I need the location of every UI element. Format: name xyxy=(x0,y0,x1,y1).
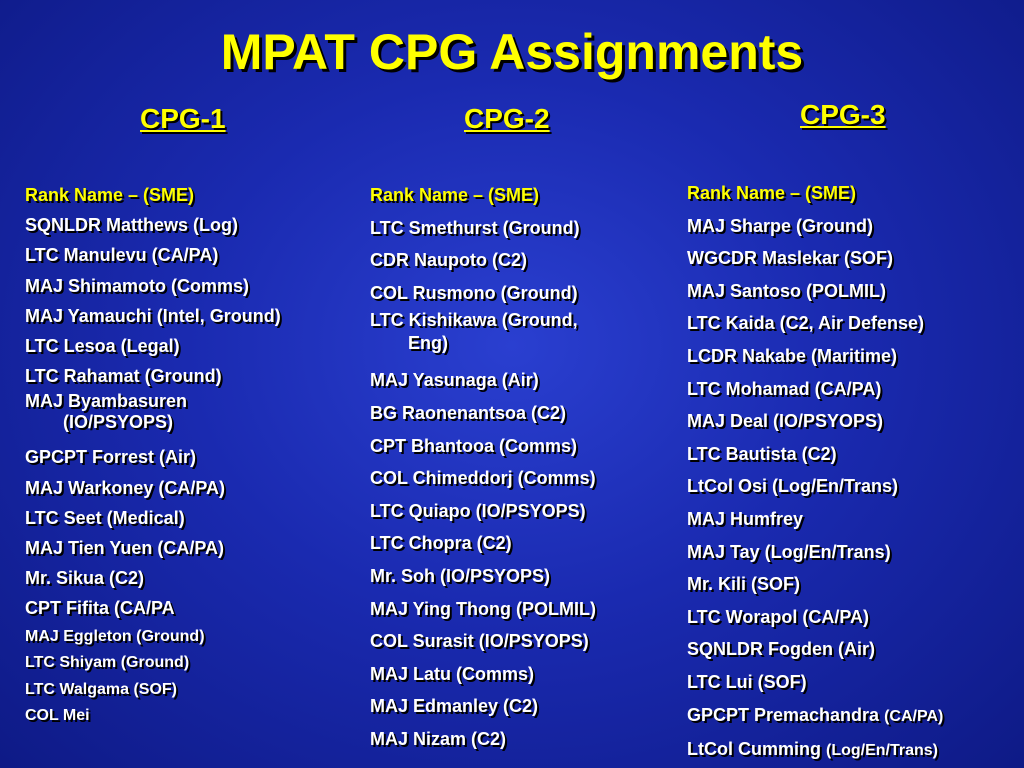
list-item: MAJ Yasunaga (Air) xyxy=(370,370,539,391)
page-title: MPAT CPG Assignments xyxy=(220,24,804,80)
list-item: COL Surasit (IO/PSYOPS) xyxy=(370,631,589,652)
list-item: LTC Lui (SOF) xyxy=(687,671,807,692)
list-item: LTC Walgama (SOF) xyxy=(25,680,177,698)
list-item: MAJ Yamauchi (Intel, Ground) xyxy=(25,305,281,326)
list-item: MAJ Tay (Log/En/Trans) xyxy=(687,541,891,562)
cpg-2-heading: CPG-2 xyxy=(464,103,550,134)
list-item: MAJ Sharpe (Ground) xyxy=(687,215,874,236)
list-item: LTC Worapol (CA/PA) xyxy=(687,606,869,627)
list-header-row: Rank Name – (SME) xyxy=(687,183,857,203)
list-item: MAJ Santoso (POLMIL) xyxy=(687,280,886,301)
cpg-1-heading: CPG-1 xyxy=(140,103,226,134)
list-item: COL Mei xyxy=(25,707,90,725)
cpg-3-list xyxy=(687,177,943,768)
list-item: LTC Chopra (C2) xyxy=(370,533,512,554)
list-item: SQNLDR Matthews (Log) xyxy=(25,215,238,236)
cpg-2-list xyxy=(370,179,596,756)
list-item: LTC Smethurst (Ground) xyxy=(370,217,580,238)
list-item: CPT Bhantooa (Comms) xyxy=(370,435,577,456)
list-item: MAJ Latu (Comms) xyxy=(370,663,535,684)
list-item: LTC Bautista (C2) xyxy=(687,443,837,464)
list-item-sme: Eng) xyxy=(408,333,448,354)
list-item-name: LTC Kishikawa (Ground, xyxy=(370,310,578,331)
list-item: MAJ Shimamoto (Comms) xyxy=(25,275,250,296)
list-item-name: LtCol Cumming xyxy=(687,739,821,760)
cpg-3-heading: CPG-3 xyxy=(800,99,886,130)
list-header-row: Rank Name – (SME) xyxy=(25,185,195,205)
list-item: BG Raonenantsoa (C2) xyxy=(370,402,567,423)
list-item: LTC Rahamat (Ground) xyxy=(25,366,222,387)
list-item: LTC Kaida (C2, Air Defense) xyxy=(687,313,925,334)
list-item: LTC Lesoa (Legal) xyxy=(25,336,180,357)
list-item: MAJ Humfrey xyxy=(687,508,804,529)
list-header-row: Rank Name – (SME) xyxy=(370,185,540,205)
list-item xyxy=(370,309,596,355)
list-item: Mr. Sikua (C2) xyxy=(25,568,145,589)
list-item: MAJ Warkoney (CA/PA) xyxy=(25,477,226,498)
list-item: CPT Fifita (CA/PA xyxy=(25,598,175,619)
list-item: LTC Shiyam (Ground) xyxy=(25,654,190,672)
list-item: MAJ Tien Yuen (CA/PA) xyxy=(25,538,225,559)
list-item: LTC Seet (Medical) xyxy=(25,507,185,528)
list-item: LCDR Nakabe (Maritime) xyxy=(687,345,898,366)
list-item: CDR Naupoto (C2) xyxy=(370,250,527,271)
list-item: COL Chimeddorj (Comms) xyxy=(370,468,596,489)
list-item xyxy=(687,733,943,768)
list-item: LtCol Osi (Log/En/Trans) xyxy=(687,476,898,497)
list-item: Mr. Kili (SOF) xyxy=(687,574,801,595)
list-item: MAJ Ying Thong (POLMIL) xyxy=(370,598,596,619)
list-item: MAJ Deal (IO/PSYOPS) xyxy=(687,411,884,432)
list-item: LTC Mohamad (CA/PA) xyxy=(687,378,882,399)
list-item: MAJ Edmanley (C2) xyxy=(370,696,539,717)
list-item: Mr. Soh (IO/PSYOPS) xyxy=(370,565,551,586)
list-item: WGCDR Maslekar (SOF) xyxy=(687,248,894,269)
list-item xyxy=(25,391,281,433)
list-item: MAJ Eggleton (Ground) xyxy=(25,627,205,645)
list-item: LTC Manulevu (CA/PA) xyxy=(25,245,219,266)
list-item-name: MAJ Byambasuren xyxy=(25,391,188,412)
list-item: SQNLDR Fogden (Air) xyxy=(687,639,875,660)
list-item-name: GPCPT Premachandra xyxy=(687,704,880,725)
list-item: GPCPT Forrest (Air) xyxy=(25,447,197,468)
list-item: COL Rusmono (Ground) xyxy=(370,282,578,303)
list-item: MAJ Nizam (C2) xyxy=(370,728,507,749)
list-item-sme: (IO/PSYOPS) xyxy=(63,412,174,433)
cpg-1-list xyxy=(25,180,281,730)
list-item xyxy=(687,699,943,734)
list-item-sme: (Log/En/Trans) xyxy=(826,742,938,760)
list-item-sme: (CA/PA) xyxy=(884,707,944,725)
list-item: LTC Quiapo (IO/PSYOPS) xyxy=(370,500,586,521)
